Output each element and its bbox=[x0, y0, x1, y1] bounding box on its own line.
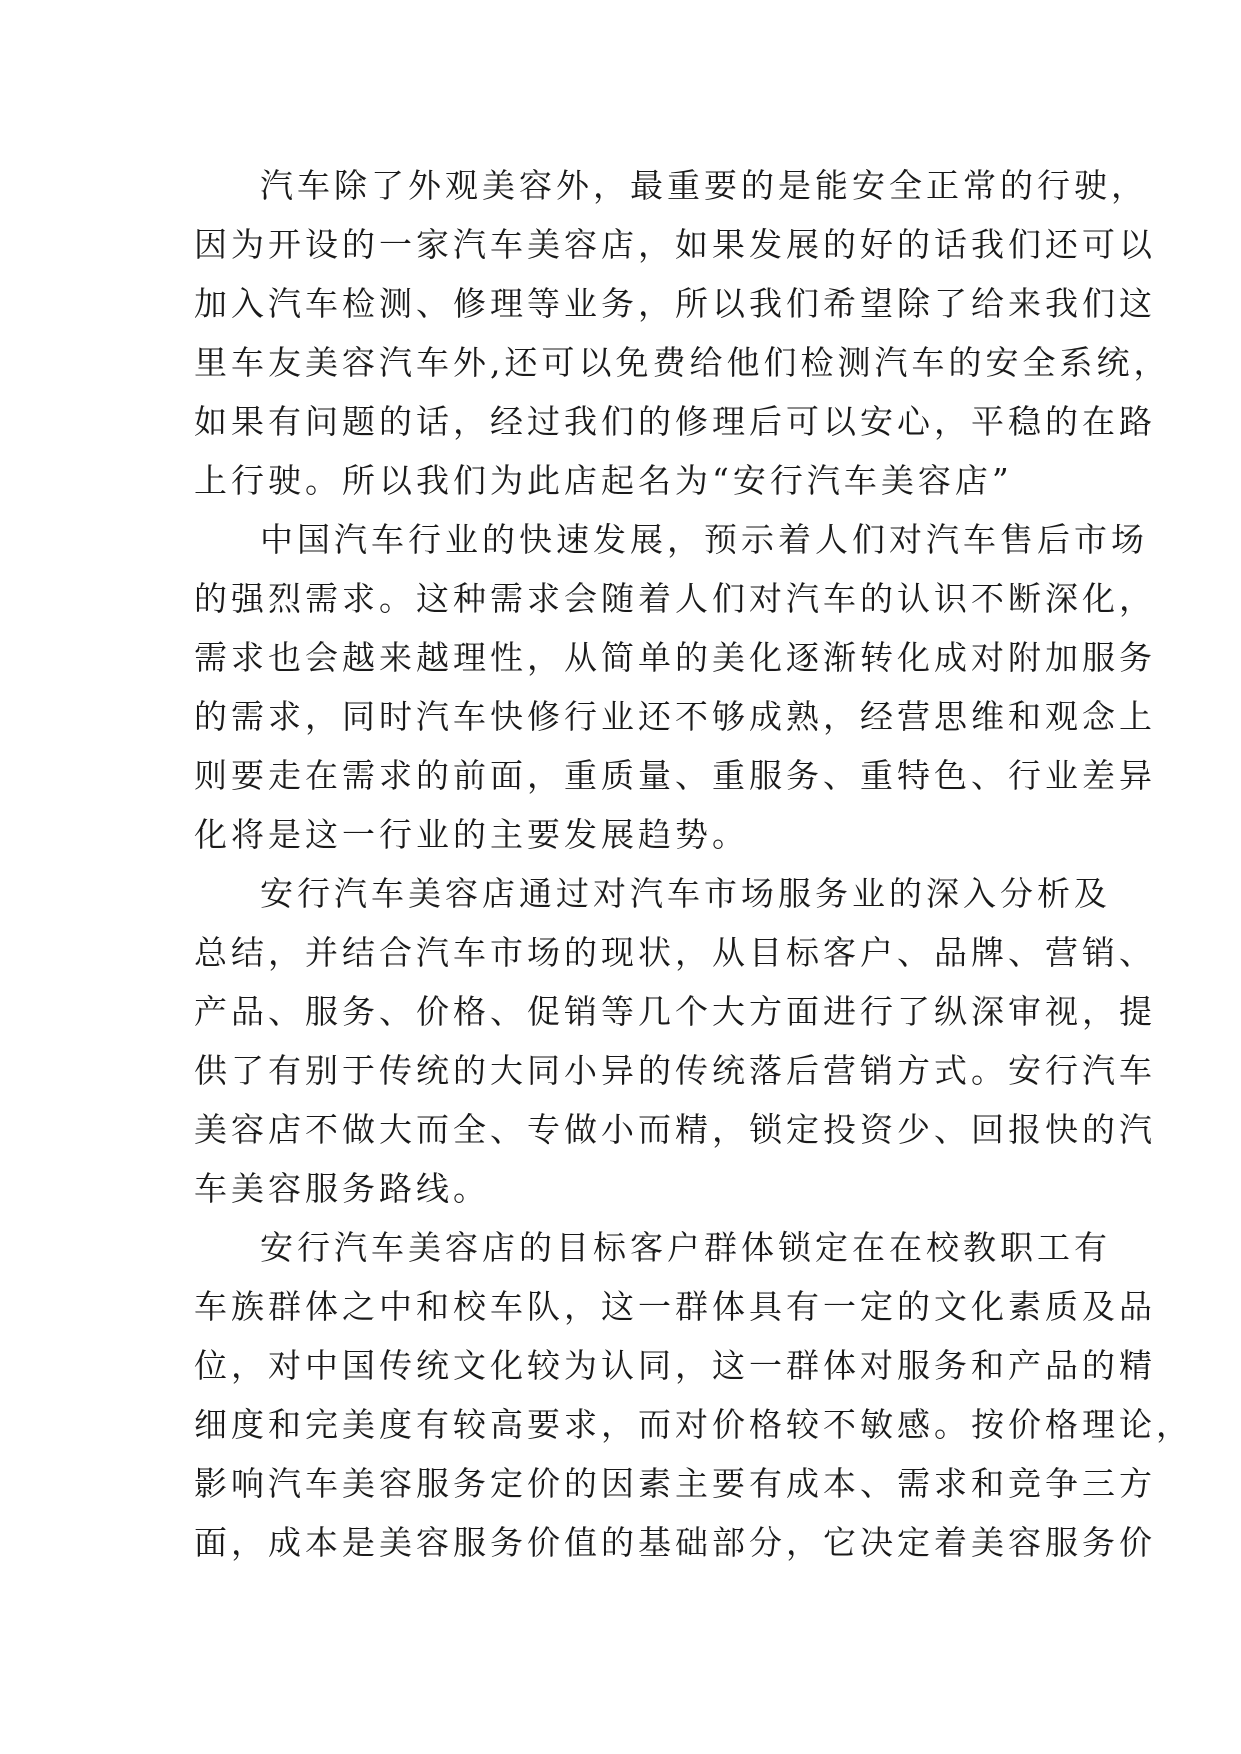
paragraph-line: 需求也会越来越理性，从简单的美化逐渐转化成对附加服务 bbox=[194, 638, 1156, 677]
paragraph-line: 总结，并结合汽车市场的现状，从目标客户、品牌、营销、 bbox=[194, 933, 1156, 972]
paragraph-line: 中国汽车行业的快速发展，预示着人们对汽车售后市场 bbox=[260, 520, 1148, 559]
paragraph-line: 的需求，同时汽车快修行业还不够成熟，经营思维和观念上 bbox=[194, 697, 1156, 736]
paragraph-line: 则要走在需求的前面，重质量、重服务、重特色、行业差异 bbox=[194, 756, 1156, 795]
paragraph-line: 影响汽车美容服务定价的因素主要有成本、需求和竞争三方 bbox=[194, 1464, 1156, 1503]
paragraph-line: 细度和完美度有较高要求，而对价格较不敏感。按价格理论， bbox=[194, 1405, 1193, 1444]
paragraph-line: 面，成本是美容服务价值的基础部分，它决定着美容服务价 bbox=[194, 1523, 1156, 1562]
paragraph-industry-trend bbox=[194, 510, 1156, 864]
paragraph-line: 上行驶。所以我们为此店起名为“安行汽车美容店” bbox=[194, 461, 1013, 500]
paragraph-line: 安行汽车美容店的目标客户群体锁定在在校教职工有 bbox=[260, 1228, 1111, 1267]
paragraph-line: 车美容服务路线。 bbox=[194, 1169, 490, 1208]
paragraph-line: 汽车除了外观美容外，最重要的是能安全正常的行驶， bbox=[260, 166, 1148, 205]
paragraph-line: 位，对中国传统文化较为认同，这一群体对服务和产品的精 bbox=[194, 1346, 1156, 1385]
paragraph-line: 美容店不做大而全、专做小而精，锁定投资少、回报快的汽 bbox=[194, 1110, 1156, 1149]
paragraph-line: 安行汽车美容店通过对汽车市场服务业的深入分析及 bbox=[260, 874, 1111, 913]
paragraph-target-customers bbox=[194, 1218, 1193, 1572]
paragraph-name-origin bbox=[194, 156, 1171, 510]
paragraph-line: 供了有别于传统的大同小异的传统落后营销方式。安行汽车 bbox=[194, 1051, 1156, 1090]
paragraph-line: 车族群体之中和校车队，这一群体具有一定的文化素质及品 bbox=[194, 1287, 1156, 1326]
paragraph-line: 加入汽车检测、修理等业务，所以我们希望除了给来我们这 bbox=[194, 284, 1156, 323]
paragraph-line: 因为开设的一家汽车美容店，如果发展的好的话我们还可以 bbox=[194, 225, 1156, 264]
paragraph-line: 产品、服务、价格、促销等几个大方面进行了纵深审视，提 bbox=[194, 992, 1156, 1031]
paragraph-line: 化将是这一行业的主要发展趋势。 bbox=[194, 815, 749, 854]
document-body bbox=[194, 156, 1193, 1572]
paragraph-market-analysis bbox=[194, 864, 1156, 1218]
paragraph-line: 如果有问题的话，经过我们的修理后可以安心，平稳的在路 bbox=[194, 402, 1156, 441]
paragraph-line: 里车友美容汽车外,还可以免费给他们检测汽车的安全系统， bbox=[194, 343, 1171, 382]
paragraph-line: 的强烈需求。这种需求会随着人们对汽车的认识不断深化， bbox=[194, 579, 1156, 618]
